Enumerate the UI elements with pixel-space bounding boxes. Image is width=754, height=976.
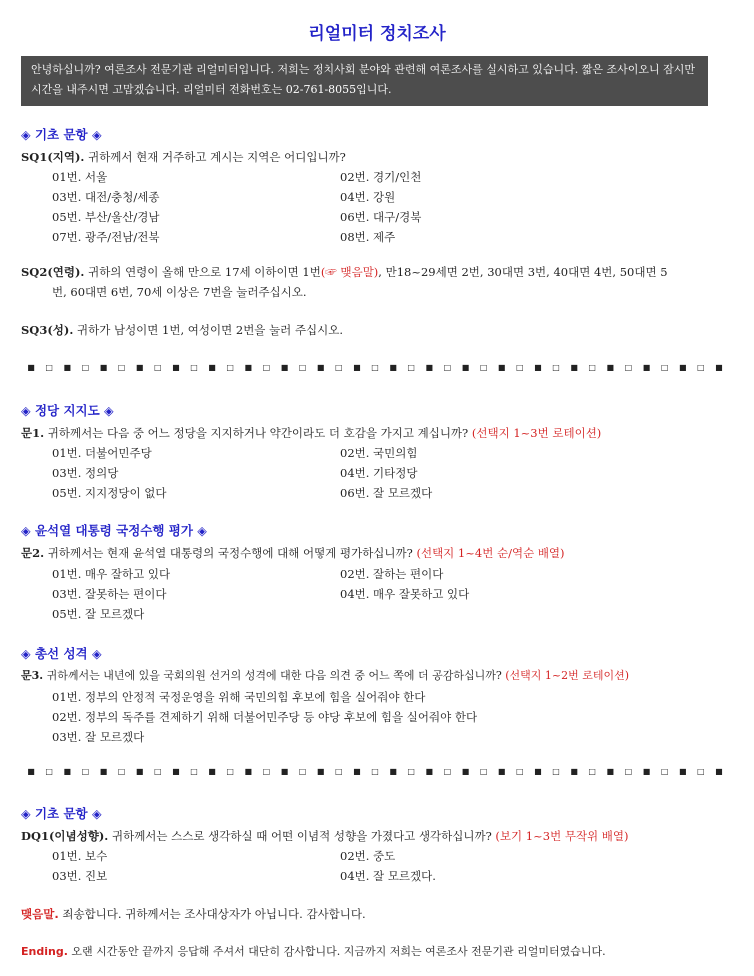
section-election-title: ◈ 총선 성격 ◈ — [21, 646, 102, 661]
question-text-cont: , 만18~29세면 2번, 30대면 3번, 40대면 4번, 50대면 5 — [378, 265, 668, 279]
option: 02번. 경기/인천 — [340, 170, 422, 184]
option: 05번. 잘 모르겠다 — [52, 607, 145, 621]
option: 03번. 대전/충청/세종 — [52, 190, 160, 204]
section-separator: ■ □ ■ □ ■ □ ■ □ ■ □ ■ □ ■ □ ■ □ ■ □ ■ □ ■ □ ■ □ ■ □ ■ □ ■ □ ■ □ ■ □ ■ □ ■ □ ■ — [27, 767, 727, 776]
ending-line — [21, 944, 741, 961]
question-text: 귀하께서는 내년에 있을 국회의원 선거의 성격에 대한 다음 의견 중 어느 쪽에 더 공감하십니까? — [43, 669, 502, 682]
question-note: (선택지 1~2번 로테이션) — [501, 669, 630, 682]
question-text: 귀하께서는 현재 윤석열 대통령의 국정수행에 대해 어떻게 평가하십니까? — [44, 546, 413, 560]
option: 05번. 부산/울산/경남 — [52, 210, 160, 224]
question-code: 문2. — [21, 546, 45, 560]
option: 01번. 정부의 안정적 국정운영을 위해 국민의힘 후보에 힘을 실어줘야 한다 — [52, 690, 426, 704]
option: 08번. 제주 — [340, 230, 396, 244]
question-1 — [21, 425, 711, 442]
question-text: 귀하께서는 스스로 생각하실 때 어떤 이념적 성향을 가졌다고 생각하십니까? — [108, 829, 492, 843]
closing-label: 맺음말. — [21, 907, 59, 921]
question-3 — [21, 668, 711, 685]
question-sq3 — [21, 322, 711, 339]
question-code: SQ1(지역). — [21, 150, 85, 164]
question-sq2-line2: 번, 60대면 6번, 70세 이상은 7번을 눌러주십시오. — [52, 285, 307, 299]
question-sq2 — [21, 264, 711, 281]
option: 01번. 보수 — [52, 849, 108, 863]
option: 04번. 매우 잘못하고 있다 — [340, 587, 470, 601]
question-text: 귀하의 연령이 올해 만으로 17세 이하이면 1번 — [84, 265, 321, 279]
option: 04번. 잘 모르겠다. — [340, 869, 436, 883]
option: 01번. 서울 — [52, 170, 108, 184]
section-basic-title: ◈ 기초 문항 ◈ — [21, 127, 102, 142]
option: 02번. 잘하는 편이다 — [340, 567, 444, 581]
question-code: SQ2(연령). — [21, 265, 85, 279]
option: 02번. 국민의힘 — [340, 446, 418, 460]
option: 02번. 정부의 독주를 견제하기 위해 더불어민주당 등 야당 후보에 힘을 실어줘야 한다 — [52, 710, 478, 724]
question-note: (선택지 1~3번 로테이션) — [468, 426, 602, 440]
question-2 — [21, 545, 711, 562]
question-text: 귀하께서 현재 거주하고 계시는 지역은 어디입니까? — [84, 150, 346, 164]
option: 03번. 잘 모르겠다 — [52, 730, 145, 744]
option: 03번. 정의당 — [52, 466, 119, 480]
section-party-title: ◈ 정당 지지도 ◈ — [21, 403, 114, 418]
ending-text: 오랜 시간동안 끝까지 응답해 주셔서 대단히 감사합니다. 지금까지 저희는 여론조사 전문기관 리얼미터였습니다. — [67, 945, 606, 958]
question-sq1 — [21, 149, 711, 166]
option: 03번. 진보 — [52, 869, 108, 883]
option: 04번. 기타정당 — [340, 466, 418, 480]
page-title: 리얼미터 정치조사 — [308, 24, 446, 44]
question-code: SQ3(성). — [21, 323, 74, 337]
section-basic2-title: ◈ 기초 문항 ◈ — [21, 806, 102, 821]
option: 01번. 매우 잘하고 있다 — [52, 567, 171, 581]
skip-note: (☞ 맺음말) — [320, 265, 379, 279]
question-note: (보기 1~3번 무작위 배열) — [491, 829, 629, 843]
question-code: 문1. — [21, 426, 45, 440]
option: 06번. 잘 모르겠다 — [340, 486, 433, 500]
option: 03번. 잘못하는 편이다 — [52, 587, 167, 601]
option: 04번. 강원 — [340, 190, 396, 204]
question-dq1 — [21, 828, 711, 845]
option: 05번. 지지정당이 없다 — [52, 486, 167, 500]
option: 07번. 광주/전남/전북 — [52, 230, 160, 244]
option: 06번. 대구/경북 — [340, 210, 422, 224]
closing-line — [21, 906, 741, 923]
question-note: (선택지 1~4번 순/역순 배열) — [412, 546, 565, 560]
section-president-title: ◈ 윤석열 대통령 국정수행 평가 ◈ — [21, 523, 207, 538]
intro-box: 안녕하십니까? 여론조사 전문기관 리얼미터입니다. 저희는 정치사회 분야와 관련해 여론조사를 실시하고 있습니다. 짧은 조사이오니 잠시만 시간을 내주시면 고맙겠습니다. 리얼미터 전화번호는 02-761-8055입니다. — [21, 56, 708, 106]
section-separator: ■ □ ■ □ ■ □ ■ □ ■ □ ■ □ ■ □ ■ □ ■ □ ■ □ ■ □ ■ □ ■ □ ■ □ ■ □ ■ □ ■ □ ■ □ ■ □ ■ — [27, 363, 727, 372]
question-code: DQ1(이념성향). — [21, 829, 109, 843]
option: 01번. 더불어민주당 — [52, 446, 152, 460]
question-text: 귀하께서는 다음 중 어느 정당을 지지하거나 약간이라도 더 호감을 가지고 계십니까? — [44, 426, 469, 440]
question-code: 문3. — [21, 669, 44, 682]
closing-text: 죄송합니다. 귀하께서는 조사대상자가 아닙니다. 감사합니다. — [58, 907, 366, 921]
question-text: 귀하가 남성이면 1번, 여성이면 2번을 눌러 주십시오. — [73, 323, 344, 337]
ending-label: Ending. — [21, 945, 68, 958]
option: 02번. 중도 — [340, 849, 396, 863]
